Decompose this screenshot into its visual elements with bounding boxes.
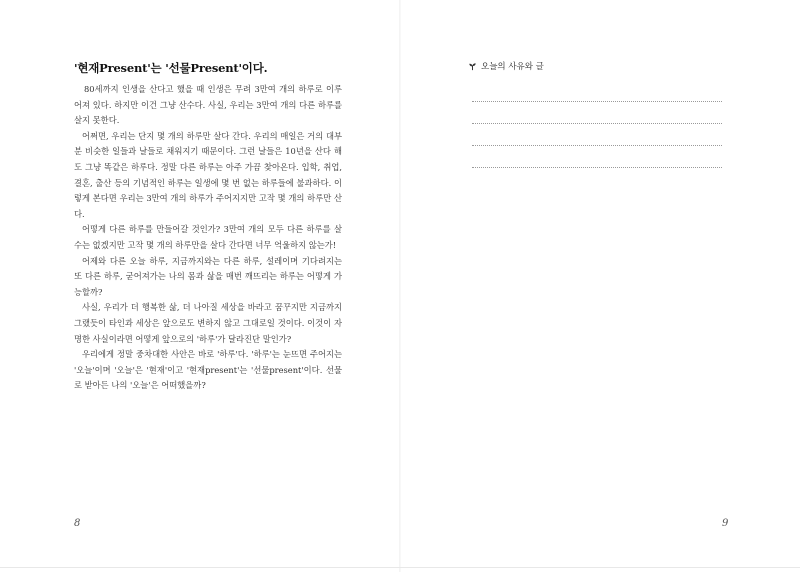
sprout-icon	[468, 62, 477, 71]
body-text	[74, 82, 342, 394]
writing-line[interactable]	[472, 123, 722, 124]
right-page	[400, 0, 800, 572]
page-number-left: 8	[74, 518, 81, 529]
writing-line[interactable]	[472, 145, 722, 146]
page-number-right: 9	[722, 518, 729, 529]
section-heading	[468, 60, 544, 72]
paragraph: 사실, 우리가 더 행복한 삶, 더 나아질 세상을 바라고 꿈꾸지만 지금까지 그랬듯이 타인과 세상은 앞으로도 변하지 않고 그대로일 것이다. 이것이 자명한 사실이라면 어떻게 앞으로의 '하루'가 달라진단 말인가?	[74, 302, 342, 344]
paragraph: 80세까지 인생을 산다고 했을 때 인생은 무려 3만여 개의 하루로 이루어져 있다. 하지만 이건 그냥 산수다. 사실, 우리는 3만여 개의 다른 하루를 살지 못한다.	[74, 84, 342, 126]
paragraph: 우리에게 정말 중차대한 사안은 바로 '하루'다. '하루'는 눈뜨면 주어지는 '오늘'이며 '오늘'은 '현재'이고 '현재present'는 '선물present'이다. 선물로 받아든 나의 '오늘'은 어떠했을까?	[74, 349, 342, 391]
paragraph: 어제와 다른 오늘 하루, 지금까지와는 다른 하루, 설레이며 기다려지는 또 다른 하루, 굳어져가는 나의 몸과 삶을 매번 깨뜨리는 하루는 어떻게 가능할까?	[74, 255, 342, 297]
section-title: 오늘의 사유와 글	[481, 62, 544, 72]
paragraph: 어쩌면, 우리는 단지 몇 개의 하루만 살다 간다. 우리의 매일은 거의 대부분 비슷한 일들과 날들로 채워지기 때문이다. 그런 날들은 10년을 산다 해도 그냥 똑같은 하루다. 정말 다른 하루는 아주 가끔 찾아온다. 입학, 취업, 결혼, 출산 등의 기념적인 하루는 일생에 몇 번 없는 하루들에 불과하다. 이렇게 본다면 우리는 3만여 개의 하루가 주어지지만 고작 몇 개의 하루만 산다.	[74, 130, 342, 219]
page-title: '현재Present'는 '선물Present'이다.	[74, 61, 268, 75]
bottom-edge	[0, 567, 800, 568]
writing-line[interactable]	[472, 167, 722, 168]
writing-line[interactable]	[472, 101, 722, 102]
paragraph: 어떻게 다른 하루를 만들어갈 것인가? 3만여 개의 모두 다른 하루를 살 수는 없겠지만 고작 몇 개의 하루만을 살다 간다면 너무 억울하지 않는가!	[74, 224, 342, 250]
